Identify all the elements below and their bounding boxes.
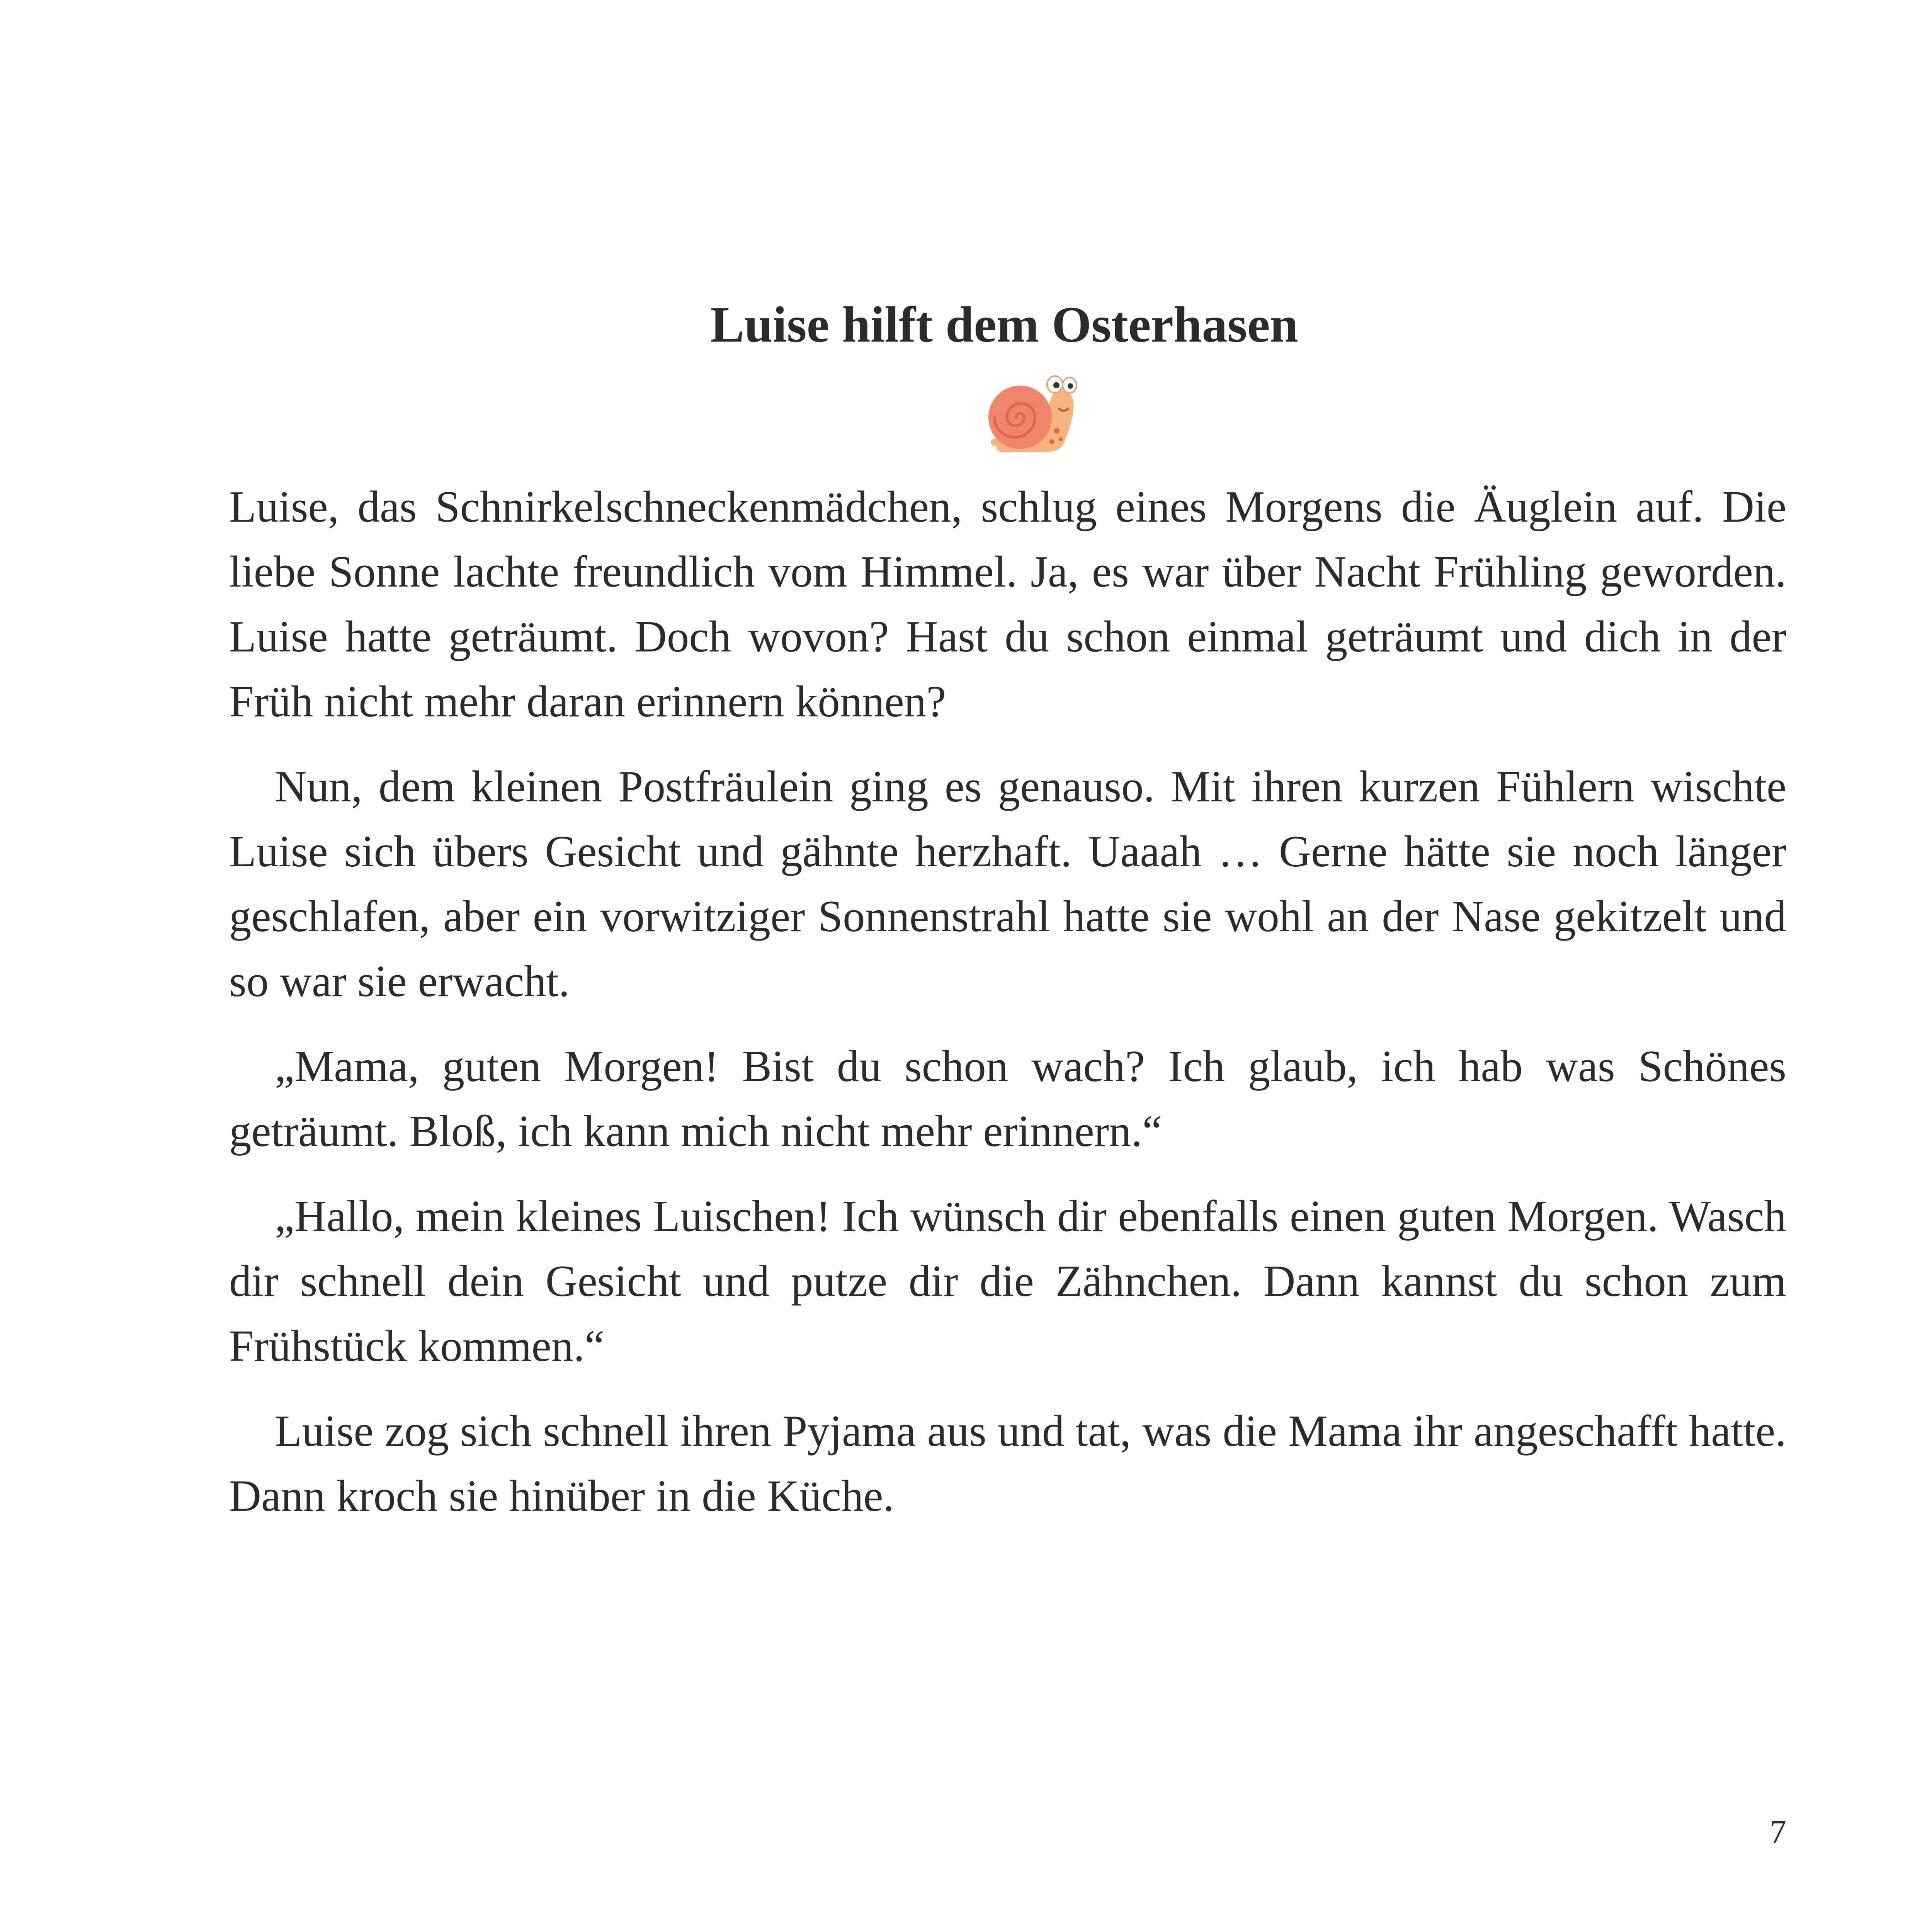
story-text xyxy=(229,474,1786,1549)
paragraph-5: Luise zog sich schnell ihren Pyjama aus und tat, was die Mama ihr angeschafft hatte. Dann kroch sie hinüber in die Küche. xyxy=(229,1406,1786,1520)
paragraph-2: Nun, dem kleinen Postfräulein ging es genauso. Mit ihren kurzen Fühlern wischte Luise sich übers Gesicht und gähnte herzhaft. Uaaah … Gerne hätte sie noch länger geschlafen, aber ein vorwitziger Sonnenstrahl hatte sie wohl an der Nase gekitzelt und so war sie erwacht. xyxy=(229,762,1786,1006)
chapter-title: Luise hilft dem Osterhasen xyxy=(710,296,1298,353)
paragraph-1: Luise, das Schnirkelschneckenmädchen, schlug eines Morgens die Äuglein auf. Die liebe Sonne lachte freundlich vom Himmel. Ja, es war über Nacht Frühling geworden. Luise hatte geträumt. Doch wovon? Hast du schon einmal geträumt und dich in der Früh nicht mehr daran erinnern können? xyxy=(229,482,1786,726)
paragraph-4: „Hallo, mein kleines Luischen! Ich wünsch dir ebenfalls einen guten Morgen. Wasch dir schnell dein Gesicht und putze dir die Zähnchen. Dann kannst du schon zum Frühstück kommen.“ xyxy=(229,1192,1786,1371)
snail-icon xyxy=(981,373,1078,458)
page-number: 7 xyxy=(1770,1813,1786,1850)
paragraph-3: „Mama, guten Morgen! Bist du schon wach? Ich glaub, ich hab was Schönes geträumt. Bloß, ich kann mich nicht mehr erinnern.“ xyxy=(229,1042,1786,1156)
